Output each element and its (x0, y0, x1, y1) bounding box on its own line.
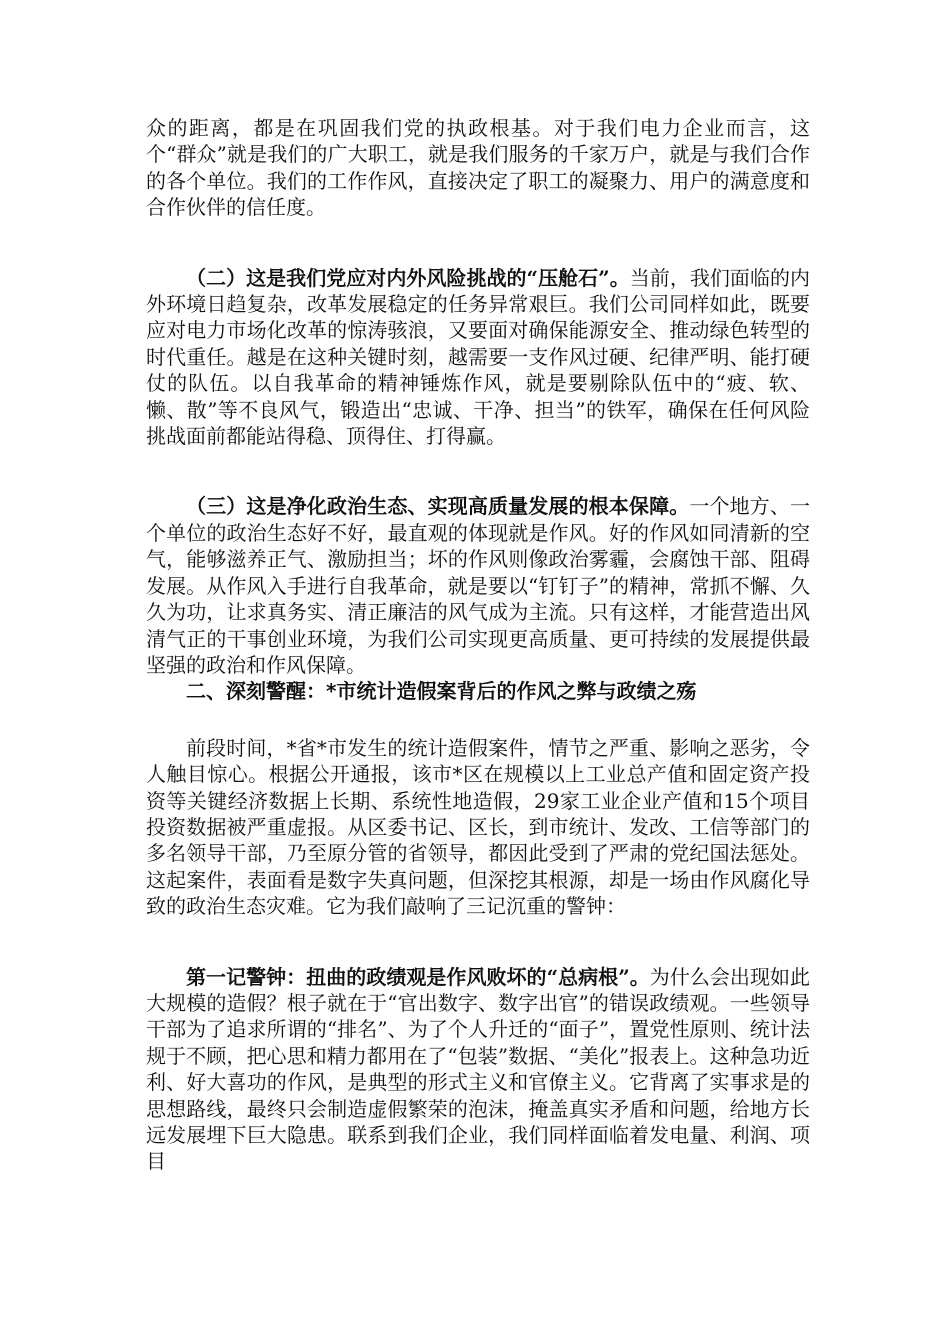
warning-one-lead: 第一记警钟：扭曲的政绩观是作风败坏的“总病根”。 (186, 964, 650, 989)
paragraph-section-two-intro: 前段时间，*省*市发生的统计造假案件，情节之严重、影响之恶劣，令人触目惊心。根据公开通报，该市*区在规模以上工业总产值和固定资产投资等关键经济数据上长期、系统性地造假，29家工业企业产值和15个项目投资数据被严重虚报。从区委书记、区长，到市统计、发改、工信等部门的多名领导干部，乃至原分管的省领导，都因此受到了严肃的党纪国法惩处。这起案件，表面看是数字失真问题，但深挖其根源，却是一场由作风腐化导致的政治生态灾难。它为我们敲响了三记沉重的警钟： (146, 735, 810, 919)
point-two-lead: （二）这是我们党应对内外风险挑战的“压舱石”。 (186, 265, 630, 290)
paragraph-point-three (146, 493, 810, 678)
point-three-lead: （三）这是净化政治生态、实现高质量发展的根本保障。 (186, 494, 690, 519)
warning-one-body: 为什么会出现如此大规模的造假？根子就在于“官出数字、数字出官”的错误政绩观。一些领导干部为了追求所谓的“排名”、为了个人升迁的“面子”，置党性原则、统计法规于不顾，把心思和精力都用在了“包装”数据、“美化”报表上。这种急功近利、好大喜功的作风，是典型的形式主义和官僚主义。它背离了实事求是的思想路线，最终只会制造虚假繁荣的泡沫，掩盖真实矛盾和问题，给地方长远发展埋下巨大隐患。联系到我们企业，我们同样面临着发电量、利润、项目 (146, 964, 811, 1174)
paragraph-warning-one (146, 964, 810, 1175)
point-two-body: 当前，我们面临的内外环境日趋复杂，改革发展稳定的任务异常艰巨。我们公司同样如此，既要应对电力市场化改革的惊涛骇浪，又要面对确保能源安全、推动绿色转型的时代重任。越是在这种关键时刻，越需要一支作风过硬、纪律严明、能打硬仗的队伍。以自我革命的精神锤炼作风，就是要剔除队伍中的“疲、软、懒、散”等不良风气，锻造出“忠诚、干净、担当”的铁军，确保在任何风险挑战面前都能站得稳、顶得住、打得赢。 (146, 265, 811, 449)
point-three-body: 一个地方、一个单位的政治生态好不好，最直观的体现就是作风。好的作风如同清新的空气，能够滋养正气、激励担当；坏的作风则像政治雾霾，会腐蚀干部、阻碍发展。从作风入手进行自我革命，就是要以“钉钉子”的精神，常抓不懈、久久为功，让求真务实、清正廉洁的风气成为主流。只有这样，才能营造出风清气正的干事创业环境，为我们公司实现更高质量、更可持续的发展提供最坚强的政治和作风保障。 (146, 494, 811, 677)
document-body (146, 115, 810, 1175)
paragraph-intro-continued: 众的距离，都是在巩固我们党的执政根基。对于我们电力企业而言，这个“群众”就是我们的广大职工，就是我们服务的千家万户，就是与我们合作的各个单位。我们的工作作风，直接决定了职工的凝聚力、用户的满意度和合作伙伴的信任度。 (146, 116, 810, 220)
paragraph-point-two (146, 265, 810, 450)
section-two-heading: 二、深刻警醒：*市统计造假案背后的作风之弊与政绩之殇 (186, 679, 697, 704)
